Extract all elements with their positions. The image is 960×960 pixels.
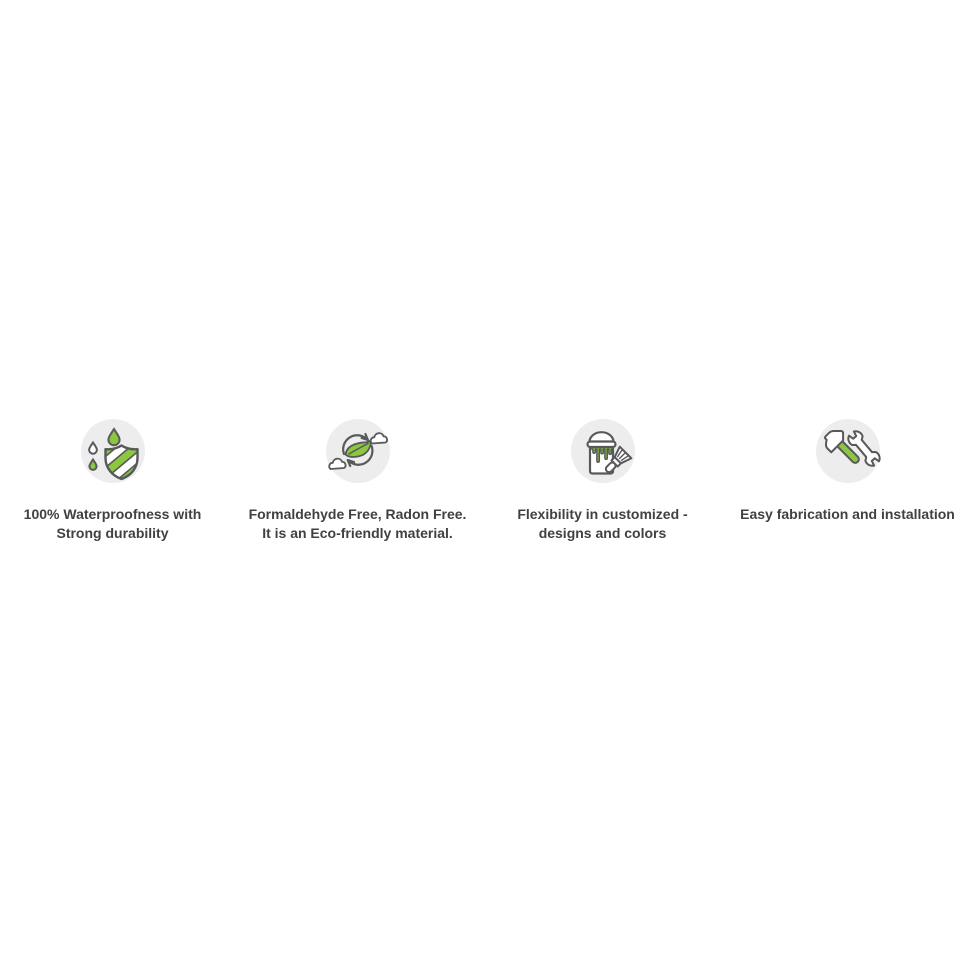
feature-caption-line1: Easy fabrication and installation — [740, 505, 955, 522]
feature-caption-line2: It is an Eco-friendly material. — [262, 524, 453, 541]
features-row — [0, 418, 960, 543]
feature-caption-line1: 100% Waterproofness with — [23, 505, 202, 522]
feature-caption-line1: Flexibility in customized - — [517, 505, 688, 522]
waterproof-shield-icon — [80, 418, 146, 484]
feature-item-waterproofness — [0, 418, 235, 543]
feature-caption-line1: Formaldehyde Free, Radon Free. — [248, 505, 467, 522]
feature-item-easy-fabrication — [725, 418, 960, 524]
feature-caption-easy-fabrication — [740, 505, 955, 524]
feature-caption-waterproofness — [24, 505, 202, 543]
feature-item-eco-friendly — [235, 418, 480, 543]
hammer-wrench-icon — [815, 418, 881, 484]
feature-caption-line2: Strong durability — [56, 524, 169, 541]
paint-bucket-brush-icon — [570, 418, 636, 484]
feature-caption-line2: designs and colors — [538, 524, 667, 541]
feature-caption-custom-designs — [517, 505, 687, 543]
eco-cycle-leaf-icon — [325, 418, 391, 484]
feature-caption-eco-friendly — [249, 505, 467, 543]
feature-item-custom-designs — [480, 418, 725, 543]
